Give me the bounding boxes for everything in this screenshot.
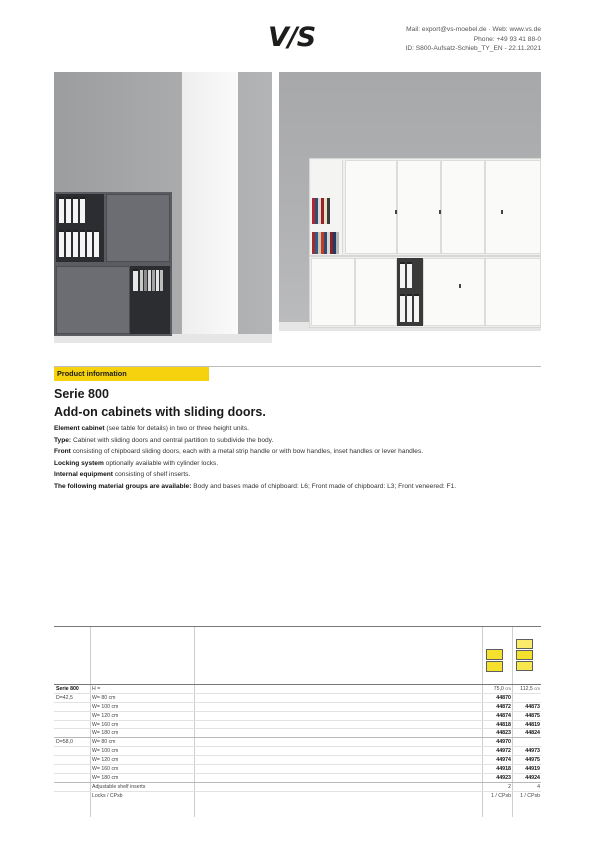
depth-cell: D=42,5	[56, 694, 73, 701]
table-row	[54, 764, 541, 773]
cabinet-3-height-icon	[516, 639, 533, 673]
width-cell: W= 120 cm	[92, 712, 119, 719]
table-row	[54, 746, 541, 755]
locks-value-2: 1 / CPsb	[520, 792, 540, 799]
section-label: Product information	[54, 367, 209, 381]
article-number-cell: 44872	[496, 703, 511, 710]
width-cell: W= 120 cm	[92, 757, 119, 764]
product-description	[54, 423, 544, 493]
width-cell: W= 80 cm	[92, 694, 116, 701]
locks-row	[54, 791, 541, 800]
article-number-cell: 44973	[525, 748, 540, 755]
document-id: ID: S800-Aufsatz-Schieb_TY_EN - 22.11.2021	[405, 45, 541, 53]
table-row	[54, 773, 541, 782]
table-row	[54, 755, 541, 764]
table-row	[54, 728, 541, 737]
table-row	[54, 720, 541, 729]
product-photo-anthracite	[54, 72, 272, 343]
contact-block	[406, 25, 542, 54]
article-number-cell: 44924	[525, 774, 540, 781]
table-header-area	[54, 626, 541, 684]
description-term: Front	[54, 448, 71, 456]
width-cell: W= 180 cm	[92, 730, 119, 737]
table-row	[54, 693, 541, 702]
description-term: The following material groups are available:	[54, 482, 192, 490]
description-line	[54, 458, 544, 470]
series-cell: Serie 800	[56, 686, 79, 692]
article-number-cell: 44970	[496, 739, 511, 746]
table-header-row	[54, 684, 541, 693]
article-number-cell: 44819	[525, 721, 540, 728]
series-title: Serie 800	[54, 387, 109, 401]
description-line	[54, 469, 544, 481]
shelf-inserts-row	[54, 782, 541, 791]
width-cell: W= 160 cm	[92, 766, 119, 773]
width-cell: W= 160 cm	[92, 721, 119, 728]
article-number-cell: 44818	[496, 721, 511, 728]
width-cell: W= 100 cm	[92, 703, 119, 710]
description-line	[54, 435, 544, 447]
height-value-1: 75,0 cm	[493, 686, 511, 692]
shelf-inserts-value-1: 2	[508, 783, 511, 790]
locks-value-1: 1 / CPsb	[491, 792, 511, 799]
series-subtitle: Add-on cabinets with sliding doors.	[54, 405, 266, 419]
description-term: Type:	[54, 436, 72, 444]
description-term: Element cabinet	[54, 425, 105, 432]
locks-label: Locks / CPsb	[92, 792, 123, 799]
article-number-cell: 44873	[525, 703, 540, 710]
article-number-cell: 44824	[525, 730, 540, 737]
shelf-inserts-label: Adjustable shelf inserts	[92, 783, 146, 790]
description-text: consisting of shelf inserts.	[112, 471, 191, 479]
height-value-2: 112,5 cm	[520, 686, 540, 692]
article-table	[54, 626, 541, 800]
article-number-cell: 44923	[496, 774, 511, 781]
article-number-cell: 44918	[496, 766, 511, 773]
description-term: Internal equipment	[54, 471, 113, 479]
product-photo-white	[279, 72, 541, 331]
contact-mail-web: Mail: export@vs-moebel.de · Web: www.vs.de	[406, 26, 541, 33]
depth-cell: D=58,0	[56, 739, 73, 746]
contact-phone: Phone: +49 93 41 88-0	[473, 35, 541, 43]
description-text: Cabinet with sliding doors and central partition to subdivide the body.	[71, 436, 274, 444]
width-cell: W= 180 cm	[92, 774, 119, 781]
cabinet-2-height-icon	[486, 649, 503, 673]
article-number-cell: 44974	[496, 757, 511, 764]
width-cell: W= 80 cm	[92, 739, 116, 746]
description-text: (see table for details) in two or three height units.	[104, 425, 249, 432]
shelf-inserts-value-2: 4	[537, 783, 540, 790]
brand-logo: V/S	[268, 22, 316, 53]
description-text: Body and bases made of chipboard: L6; Front made of chipboard: L3; Front veneered: F1.	[191, 482, 457, 490]
description-line	[54, 446, 544, 458]
article-number-cell: 44823	[496, 730, 511, 737]
description-text: optionally available with cylinder locks.	[103, 459, 219, 467]
article-number-cell: 44919	[525, 766, 540, 773]
width-cell: W= 100 cm	[92, 748, 119, 755]
description-line	[54, 423, 544, 435]
article-number-cell: 44975	[525, 757, 540, 764]
article-number-cell: 44972	[496, 748, 511, 755]
article-number-cell: 44870	[496, 694, 511, 701]
description-term: Locking system	[54, 459, 104, 467]
table-row	[54, 702, 541, 711]
description-line	[54, 481, 544, 493]
description-text: consisting of chipboard sliding doors, each with a metal strip handle or with bow handles, inset handles or lever handles.	[70, 448, 424, 456]
height-label: H =	[92, 686, 101, 692]
table-row	[54, 737, 541, 746]
article-number-cell: 44875	[525, 712, 540, 719]
table-row	[54, 711, 541, 720]
article-number-cell: 44874	[496, 712, 511, 719]
